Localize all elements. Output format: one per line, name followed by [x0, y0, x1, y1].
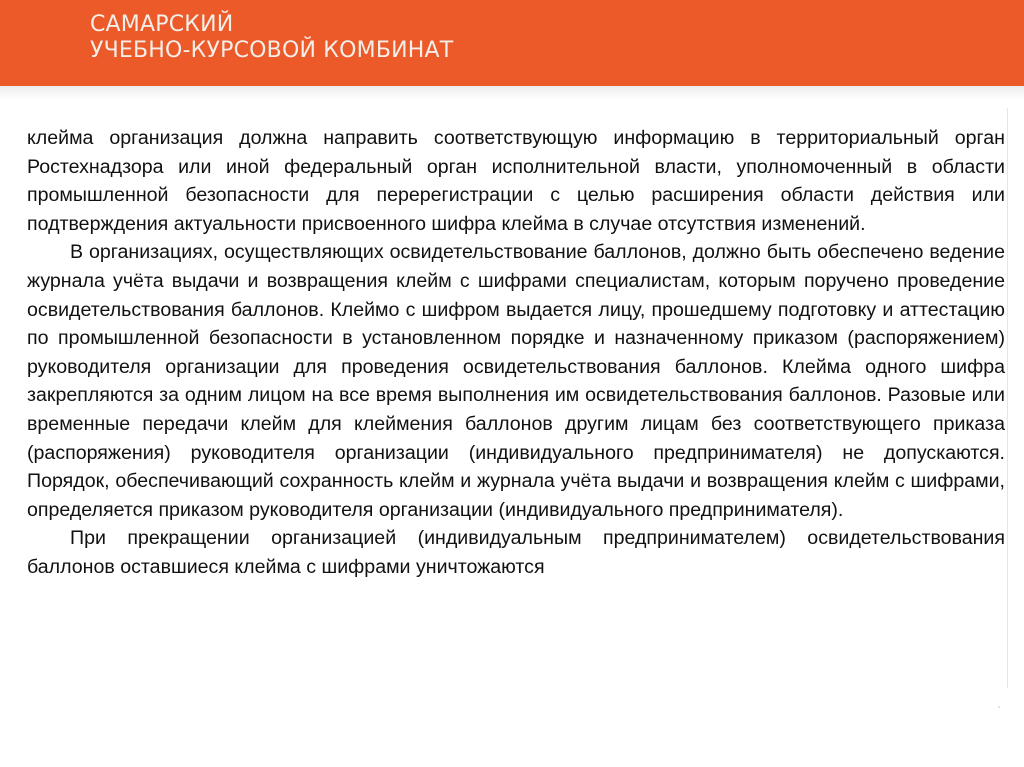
- header-bar: [0, 0, 1024, 86]
- header-shadow: [0, 86, 1024, 100]
- brand-line-1: САМАРСКИЙ: [90, 12, 234, 37]
- paragraph-2: В организациях, осуществляющих освидетельствование баллонов, должно быть обеспечено ведение журнала учёта выдачи и возвращения клейм с шифрами специалистам, которым поручено проведение освидетельствования баллонов. Клеймо с шифром выдается лицу, прошедшему подготовку и аттестацию по промышленной безопасности в установленном порядке и назначенному приказом (распоряжением) руководителя организации для проведения освидетельствования баллонов. Клейма одного шифра закрепляются за одним лицом на все время выполнения им освидетельствования баллонов. Разовые или временные передачи клейм для клеймения баллонов другим лицам без соответствующего приказа (распоряжения) руководителя организации (индивидуального предпринимателя) не допускаются. Порядок, обеспечивающий сохранность клейм и журнала учёта выдачи и возвращения клейм с шифрами, определяется приказом руководителя организации (индивидуального предпринимателя).: [27, 241, 1005, 521]
- paragraph-1: клейма организация должна направить соответствующую информацию в территориальный орган Ростехнадзора или иной федеральный орган исполнительной власти, уполномоченный в области промышленной безопасности для перерегистрации с целью расширения области действия или подтверждения актуальности присвоенного шифра клейма в случае отсутствия изменений.: [27, 127, 1005, 235]
- right-divider: [1007, 108, 1008, 688]
- paragraph-3: При прекращении организацией (индивидуальным предпринимателем) освидетельствования баллонов оставшиеся клейма с шифрами уничтожаются: [27, 527, 1005, 578]
- body-text: [27, 124, 1005, 582]
- brand-line-2: УЧЕБНО-КУРСОВОЙ КОМБИНАТ: [90, 38, 454, 63]
- decorative-dot: [998, 706, 1000, 708]
- brand-logo: [90, 12, 453, 64]
